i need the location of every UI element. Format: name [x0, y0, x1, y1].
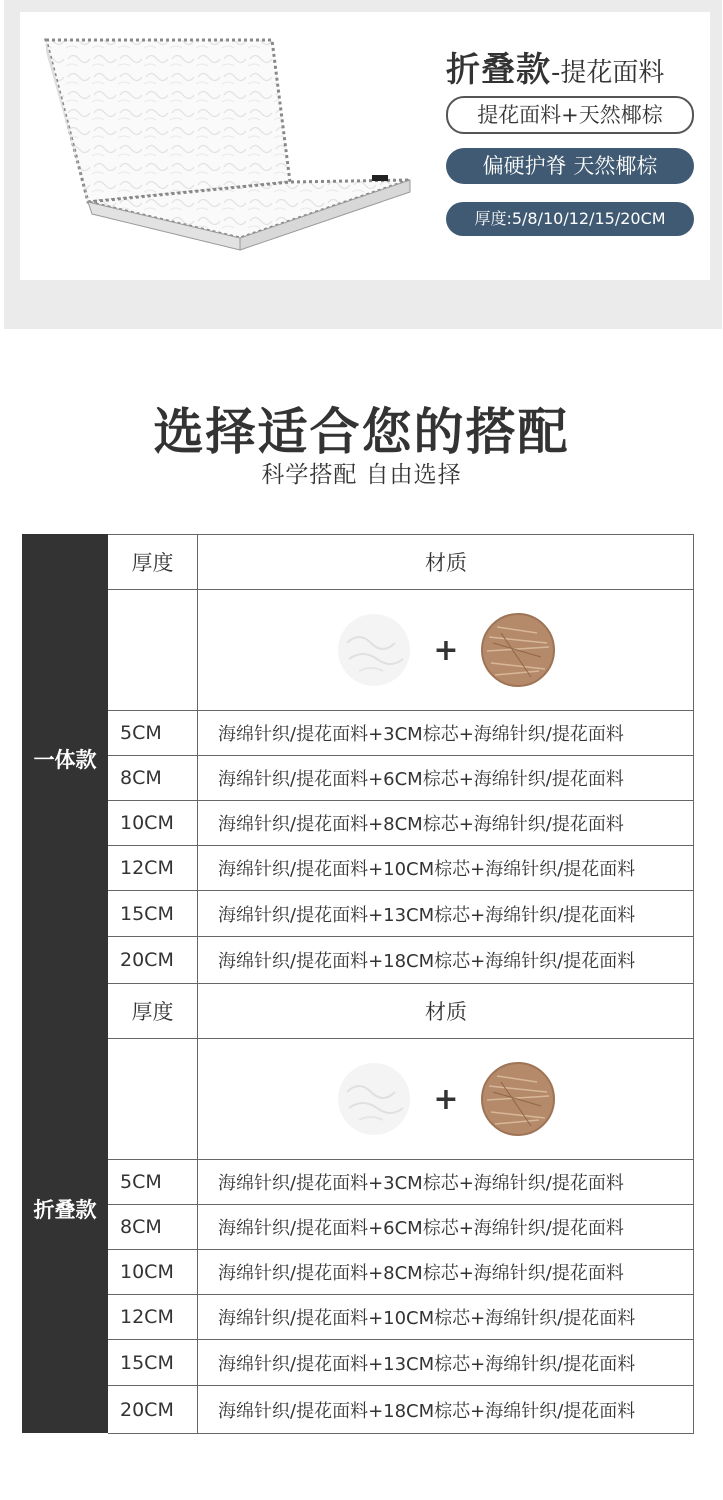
thickness-cell: 10CM [108, 801, 198, 845]
thickness-cell: 20CM [108, 1386, 198, 1433]
fabric-swatch-icon [337, 1062, 411, 1136]
material-cell: 海绵针织/提花面料+13CM棕芯+海绵针织/提花面料 [218, 1353, 636, 1375]
feature-pill-material: 提花面料+天然椰棕 [446, 96, 694, 134]
table-row [108, 1250, 694, 1295]
coir-swatch-icon [481, 613, 555, 687]
material-cell: 海绵针织/提花面料+13CM棕芯+海绵针织/提花面料 [218, 904, 636, 926]
group-sidebar [22, 534, 108, 983]
thickness-cell: 5CM [108, 1160, 198, 1204]
thickness-cell: 10CM [108, 1250, 198, 1294]
material-cell: 海绵针织/提花面料+6CM棕芯+海绵针织/提花面料 [218, 769, 624, 790]
table-row [108, 756, 694, 801]
group-label: 折叠款 [33, 1198, 97, 1222]
table-header-row [108, 535, 694, 590]
material-cell: 海绵针织/提花面料+3CM棕芯+海绵针织/提花面料 [218, 1173, 624, 1194]
thickness-cell: 8CM [108, 1205, 198, 1249]
table-row [108, 1205, 694, 1250]
banner-title-main: 折叠款 [446, 50, 551, 90]
banner-title [446, 42, 664, 92]
material-cell: 海绵针织/提花面料+3CM棕芯+海绵针织/提花面料 [218, 724, 624, 745]
section-title: 选择适合您的搭配 [153, 403, 570, 461]
table-row [108, 937, 694, 984]
table-row [108, 711, 694, 756]
table-row [108, 801, 694, 846]
spec-grid [108, 534, 694, 983]
plus-sign: + [433, 632, 459, 668]
fabric-swatch-icon [337, 613, 411, 687]
coir-swatch-icon [481, 1062, 555, 1136]
header-material: 材质 [425, 551, 467, 575]
swatch-row [108, 1039, 694, 1160]
group-label: 一体款 [33, 748, 97, 772]
feature-pill-firmness: 偏硬护脊 天然椰棕 [446, 148, 694, 184]
group-sidebar [22, 983, 108, 1433]
thickness-cell: 12CM [108, 1295, 198, 1339]
product-banner [4, 0, 722, 329]
section-subtitle: 科学搭配 自由选择 [261, 462, 462, 488]
thickness-cell: 15CM [108, 1340, 198, 1385]
table-row [108, 846, 694, 891]
table-row [108, 1340, 694, 1386]
table-header-row [108, 984, 694, 1039]
thickness-cell: 15CM [108, 891, 198, 936]
product-card [20, 12, 710, 280]
header-thickness: 厚度 [131, 1000, 174, 1024]
spec-table-integrated [22, 534, 694, 983]
thickness-cell: 8CM [108, 756, 198, 800]
spec-grid [108, 983, 694, 1433]
material-cell: 海绵针织/提花面料+10CM棕芯+海绵针织/提花面料 [218, 859, 636, 880]
thickness-cell: 12CM [108, 846, 198, 890]
folding-mattress-image [40, 32, 420, 262]
material-cell: 海绵针织/提花面料+8CM棕芯+海绵针织/提花面料 [218, 1263, 624, 1284]
table-row [108, 1295, 694, 1340]
material-cell: 海绵针织/提花面料+18CM棕芯+海绵针织/提花面料 [218, 1400, 636, 1422]
header-material: 材质 [425, 1000, 467, 1024]
material-cell: 海绵针织/提花面料+18CM棕芯+海绵针织/提花面料 [218, 951, 636, 972]
table-row [108, 891, 694, 937]
feature-pill-thickness: 厚度:5/8/10/12/15/20CM [446, 202, 694, 236]
table-row [108, 1386, 694, 1434]
banner-title-sub: -提花面料 [551, 58, 665, 88]
material-cell: 海绵针织/提花面料+10CM棕芯+海绵针织/提花面料 [218, 1308, 636, 1329]
table-row [108, 1160, 694, 1205]
thickness-cell: 5CM [108, 711, 198, 755]
plus-sign: + [433, 1081, 459, 1117]
material-cell: 海绵针织/提花面料+6CM棕芯+海绵针织/提花面料 [218, 1218, 624, 1239]
thickness-cell: 20CM [108, 937, 198, 983]
header-thickness: 厚度 [131, 551, 174, 575]
swatch-row [108, 590, 694, 711]
material-cell: 海绵针织/提花面料+8CM棕芯+海绵针织/提花面料 [218, 814, 624, 835]
spec-table-folding [22, 983, 694, 1433]
